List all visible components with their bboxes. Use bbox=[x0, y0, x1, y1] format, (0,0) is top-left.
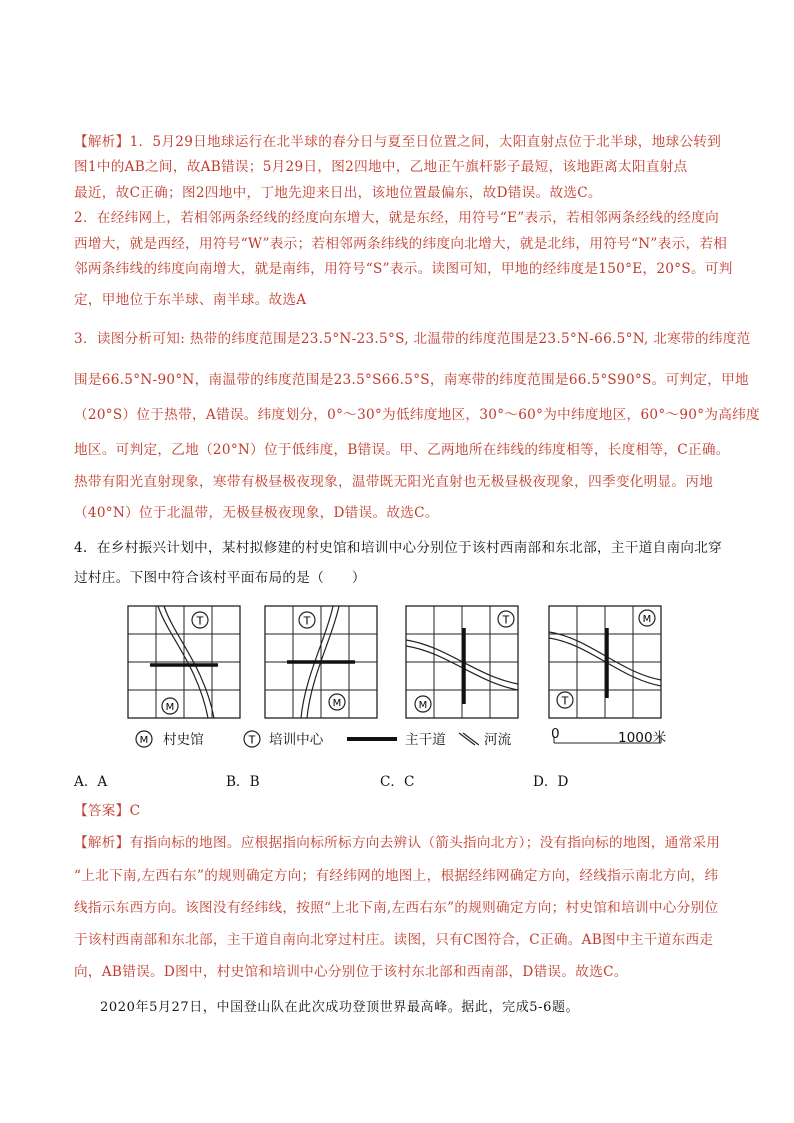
svg-text:T: T bbox=[561, 694, 569, 708]
river-legend-icon bbox=[457, 730, 479, 748]
training-center-symbol bbox=[299, 612, 315, 628]
analysis-line: 线指示东西方向。该图没有经纬线，按照“上北下南,左西右东”的规则确定方向；村史馆和培训中心分别位 bbox=[74, 900, 719, 916]
analysis-tag: 【解析】 bbox=[74, 835, 130, 851]
analysis-line: 2．在经纬网上，若相邻两条经线的经度向东增大，就是东经，用符号“E”表示，若相邻两条经线的经度向 bbox=[74, 210, 719, 226]
analysis-line: “上北下南,左西右东”的规则确定方向；有经纬网的地图上，根据经纬网确定方向，经线指示南北方向，纬 bbox=[74, 868, 719, 884]
analysis-line: 1．5月29日地球运行在北半球的春分日与夏至日位置之间，太阳直射点位于北半球，地球公转到 bbox=[129, 134, 722, 150]
map-c bbox=[406, 606, 518, 718]
museum-legend-label: 村史馆 bbox=[163, 732, 204, 748]
museum-symbol bbox=[639, 610, 655, 626]
map-b bbox=[265, 606, 377, 718]
river-legend-label: 河流 bbox=[484, 732, 512, 748]
museum-symbol bbox=[329, 694, 345, 710]
training-center-symbol bbox=[557, 692, 573, 708]
analysis-line: 围是66.5°N-90°N，南温带的纬度范围是23.5°S66.5°S，南寒带的纬度范围是66.5°S90°S。可判定，甲地 bbox=[74, 372, 749, 388]
option-c[interactable]: C．C bbox=[380, 774, 415, 790]
analysis-line: 热带有阳光直射现象，寒带有极昼极夜现象，温带既无阳光直射也无极昼极夜现象，四季变化明显。丙地 bbox=[74, 474, 714, 490]
analysis-line: （40°N）位于北温带，无极昼极夜现象，D错误。故选C。 bbox=[74, 505, 439, 521]
training-center-symbol bbox=[498, 611, 514, 627]
svg-text:M: M bbox=[165, 702, 175, 713]
svg-text:T: T bbox=[196, 614, 204, 628]
analysis-line: 3．读图分析可知: 热带的纬度范围是23.5°N-23.5°S, 北温带的纬度范围是23.5°N-66.5°N, 北寒带的纬度范 bbox=[74, 331, 751, 347]
museum-legend-symbol: M bbox=[139, 735, 149, 746]
analysis-line: 邻两条纬线的纬度向南增大，就是南纬，用符号“S”表示。读图可知，甲地的经纬度是150°E，20°S。可判 bbox=[74, 261, 733, 277]
map-d bbox=[549, 606, 661, 718]
analysis-line: 定，甲地位于东半球、南半球。故选A bbox=[74, 292, 307, 308]
svg-text:M: M bbox=[332, 698, 342, 709]
analysis-line: 有指向标的地图。应根据指向标所标方向去辨认（箭头指向北方）；没有指向标的地图，通常采用 bbox=[129, 835, 721, 851]
analysis-line: 地区。可判定，乙地（20°N）位于低纬度，B错误。甲、乙两地所在纬线的纬度相等，长度相等，C正确。 bbox=[74, 442, 730, 458]
training-legend-symbol: T bbox=[248, 733, 256, 747]
analysis-line: 西增大，就是西经，用符号“W”表示；若相邻两条纬线的纬度向北增大，就是北纬，用符号“N”表示，若相 bbox=[74, 236, 728, 252]
map-figures bbox=[0, 603, 794, 723]
analysis-line: 最近，故C正确；图2四地中，丁地先迎来日出，该地位置最偏东，故D错误。故选C。 bbox=[74, 185, 602, 201]
svg-text:T: T bbox=[303, 614, 311, 628]
answer-tag: 【答案】 bbox=[74, 803, 130, 819]
analysis-line: 于该村西南部和东北部，主干道自南向北穿过村庄。读图，只有C图符合，C正确。AB图中主干道东西走 bbox=[74, 932, 714, 948]
analysis-line: （20°S）位于热带，A错误。纬度划分，0°～30°为低纬度地区，30°～60°为中纬度地区，60°～90°为高纬度 bbox=[74, 407, 760, 423]
road-legend-label: 主干道 bbox=[405, 732, 446, 748]
road-legend-icon bbox=[347, 737, 397, 741]
training-center-symbol bbox=[192, 612, 208, 628]
svg-text:M: M bbox=[418, 700, 428, 711]
option-a[interactable]: A．A bbox=[74, 774, 108, 790]
answer-value: C bbox=[129, 803, 141, 819]
question-line: 4．在乡村振兴计划中，某村拟修建的村史馆和培训中心分别位于该村西南部和东北部，主干道自南向北穿 bbox=[74, 540, 723, 556]
museum-symbol bbox=[162, 698, 178, 714]
analysis-line: 向，AB错误。D图中，村史馆和培训中心分别位于该村东北部和西南部，D错误。故选C。 bbox=[74, 964, 628, 980]
museum-legend-icon bbox=[134, 729, 154, 749]
training-legend-icon bbox=[242, 729, 262, 749]
option-d[interactable]: D．D bbox=[533, 774, 569, 790]
question-line: 过村庄。下图中符合该村平面布局的是（ ） bbox=[74, 570, 366, 586]
analysis-line: 图1中的AB之间，故AB错误；5月29日，图2四地中，乙地正午旗杆影子最短，该地距离太阳直射点 bbox=[74, 159, 688, 175]
option-b[interactable]: B．B bbox=[226, 774, 260, 790]
museum-symbol bbox=[415, 696, 431, 712]
scale-zero-label: 0 bbox=[551, 726, 560, 742]
analysis-tag: 【解析】 bbox=[74, 134, 130, 150]
next-question-intro: 2020年5月27日，中国登山队在此次成功登顶世界最高峰。据此，完成5-6题。 bbox=[100, 1000, 580, 1015]
map-a bbox=[128, 606, 240, 718]
scale-end-label: 1000米 bbox=[618, 730, 667, 746]
svg-text:T: T bbox=[502, 613, 510, 627]
answer bbox=[74, 801, 140, 821]
svg-text:M: M bbox=[642, 614, 652, 625]
training-legend-label: 培训中心 bbox=[269, 732, 324, 748]
